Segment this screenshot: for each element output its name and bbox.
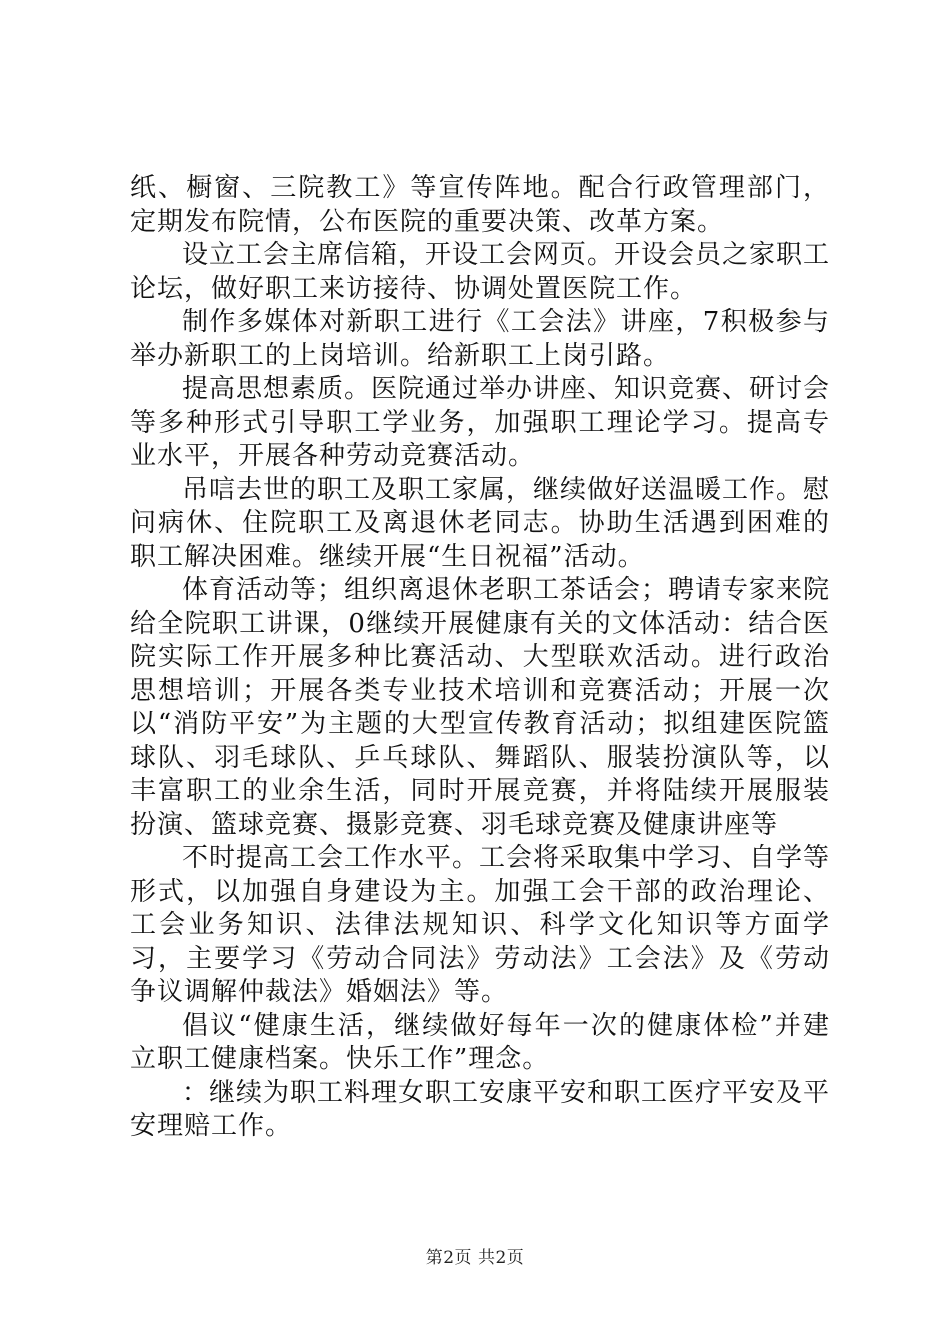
paragraph: ：继续为职工料理女职工安康平安和职工医疗平安及平安理赔工作。	[130, 1077, 831, 1141]
paragraph: 纸、橱窗、三院教工》等宣传阵地。配合行政管理部门，定期发布院情，公布医院的重要决策、改革方案。	[130, 173, 830, 237]
paragraph: 设立工会主席信箱，开设工会网页。开设会员之家职工论坛，做好职工来访接待、协调处置医院工作。	[130, 240, 831, 304]
page-number-footer: 第2页 共2页	[425, 1248, 525, 1268]
paragraph: 提高思想素质。医院通过举办讲座、知识竞赛、研讨会等多种形式引导职工学业务，加强职工理论学习。提高专业水平，开展各种劳动竞赛活动。	[130, 374, 831, 471]
paragraph: 体育活动等；组织离退休老职工茶话会；聘请专家来院给全院职工讲课，0继续开展健康有关的文体活动：结合医院实际工作开展多种比赛活动、大型联欢活动。进行政治思想培训；开展各类专业技术培训和竞赛活动；开展一次以“消防平安”为主题的大型宣传教育活动；拟组建医院篮球队、羽毛球队、乒乓球队、舞蹈队、服装扮演队等，以丰富职工的业余生活，同时开展竞赛，并将陆续开展服装扮演、篮球竞赛、摄影竞赛、羽毛球竞赛及健康讲座等	[130, 575, 831, 840]
document-body	[130, 172, 830, 1144]
paragraph: 制作多媒体对新职工进行《工会法》讲座，7积极参与举办新职工的上岗培训。给新职工上岗引路。	[130, 307, 830, 371]
paragraph: 吊唁去世的职工及职工家属，继续做好送温暖工作。慰问病休、住院职工及离退休老同志。协助生活遇到困难的职工解决困难。继续开展“生日祝福”活动。	[130, 474, 831, 572]
paragraph: 倡议“健康生活，继续做好每年一次的健康体检”并建立职工健康档案。快乐工作”理念。	[130, 1010, 830, 1074]
paragraph: 不时提高工会工作水平。工会将采取集中学习、自学等形式，以加强自身建设为主。加强工会干部的政治理论、工会业务知识、法律法规知识、科学文化知识等方面学习，主要学习《劳动合同法》劳动法》工会法》及《劳动争议调解仲裁法》婚姻法》等。	[130, 843, 831, 1007]
